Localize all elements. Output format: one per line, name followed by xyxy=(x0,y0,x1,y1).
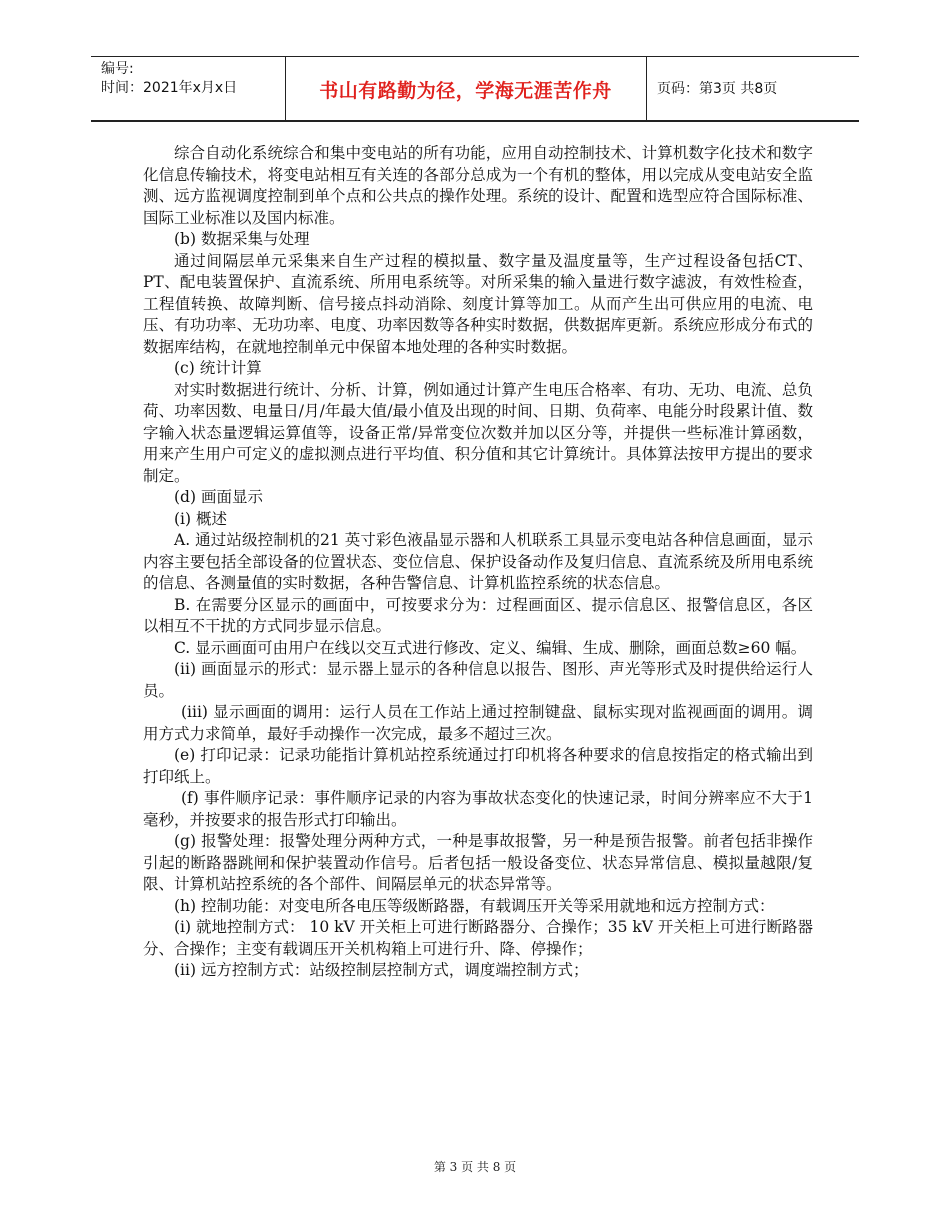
document-number-label: 编号: xyxy=(101,61,134,77)
paragraph: (i) 就地控制方式： 10 kV 开关柜上可进行断路器分、合操作；35 kV 开关柜上可进行断路器分、合操作；主变有载调压开关机构箱上可进行升、降、停操作； xyxy=(143,918,813,958)
paragraph: B. 在需要分区显示的画面中，可按要求分为：过程画面区、提示信息区、报警信息区，各区以相互不干扰的方式同步显示信息。 xyxy=(143,595,813,635)
paragraph: (iii) 显示画面的调用：运行人员在工作站上通过控制键盘、鼠标实现对监视画面的调用。调用方式力求简单，最好手动操作一次完成，最多不超过三次。 xyxy=(143,703,813,743)
paragraph: 对实时数据进行统计、分析、计算，例如通过计算产生电压合格率、有功、无功、电流、总负荷、功率因数、电量日/月/年最大值/最小值及出现的时间、日期、负荷率、电能分时段累计值、数字输入状态量逻辑运算值等，设备正常/异常变位次数并加以区分等，并提供一些标准计算函数，用来产生用户可定义的虚拟测点进行平均值、积分值和其它计算统计。具体算法按甲方提出的要求制定。 xyxy=(143,380,813,485)
paragraph: (h) 控制功能：对变电所各电压等级断路器，有载调压开关等采用就地和远方控制方式： xyxy=(174,896,775,915)
paragraph: 通过间隔层单元采集来自生产过程的模拟量、数字量及温度量等，生产过程设备包括CT、PT、配电装置保护、直流系统、所用电系统等。对所采集的输入量进行数字滤波，有效性检查，工程值转换、故障判断、信号接点抖动消除、刻度计算等加工。从而产生出可供应用的电流、电压、有功功率、无功功率、电度、功率因数等各种实时数据，供数据库更新。系统应形成分布式的数据库结构，在就地控制单元中保留本地处理的各种实时数据。 xyxy=(143,251,813,356)
header-divider xyxy=(646,56,647,122)
section-heading: (c) 统计计算 xyxy=(174,359,262,377)
header-motto: 书山有路勤为径，学海无涯苦作舟 xyxy=(319,80,612,102)
page-footer: 第 3 页 共 8 页 xyxy=(433,1160,517,1174)
header-page-info: 页码：第3页 共8页 xyxy=(657,81,778,97)
paragraph: (ii) 远方控制方式：站级控制层控制方式，调度端控制方式； xyxy=(174,961,589,979)
header-bottom-rule xyxy=(91,120,859,122)
section-heading: (d) 画面显示 xyxy=(174,488,263,506)
header-meta xyxy=(101,60,283,98)
paragraph: (ii) 画面显示的形式：显示器上显示的各种信息以报告、图形、声光等形式及时提供给运行人员。 xyxy=(143,660,813,700)
section-heading: (b) 数据采集与处理 xyxy=(174,230,310,248)
subsection-heading: (i) 概述 xyxy=(174,509,227,528)
paragraph: 综合自动化系统综合和集中变电站的所有功能，应用自动控制技术、计算机数字化技术和数字化信息传输技术，将变电站相互有关连的各部分总成为一个有机的整体，用以完成从变电站安全监测、远方监视调度控制到单个点和公共点的操作处理。系统的设计、配置和选型应符合国际标准、国际工业标准以及国内标准。 xyxy=(143,144,813,227)
paragraph: (g) 报警处理：报警处理分两种方式，一种是事故报警，另一种是预告报警。前者包括非操作引起的断路器跳闸和保护装置动作信号。后者包括一般设备变位、状态异常信息、模拟量越限/复限、计算机站控系统的各个部件、间隔层单元的状态异常等。 xyxy=(143,832,813,893)
header-top-rule xyxy=(91,56,859,57)
paragraph: (f) 事件顺序记录：事件顺序记录的内容为事故状态变化的快速记录，时间分辨率应不大于1 毫秒，并按要求的报告形式打印输出。 xyxy=(143,789,813,829)
paragraph: (e) 打印记录：记录功能指计算机站控系统通过打印机将各种要求的信息按指定的格式输出到打印纸上。 xyxy=(143,746,813,786)
paragraph: C. 显示画面可由用户在线以交互式进行修改、定义、编辑、生成、删除，画面总数≥60 幅。 xyxy=(174,638,807,657)
document-body xyxy=(143,143,813,982)
document-time: 时间：2021年x月x日 xyxy=(101,80,238,96)
page-header xyxy=(91,56,859,122)
paragraph: A. 通过站级控制机的21 英寸彩色液晶显示器和人机联系工具显示变电站各种信息画面，显示内容主要包括全部设备的位置状态、变位信息、保护设备动作及复归信息、直流系统及所用电系统的信息、各测量值的实时数据，各种告警信息、计算机监控系统的状态信息。 xyxy=(143,531,813,592)
